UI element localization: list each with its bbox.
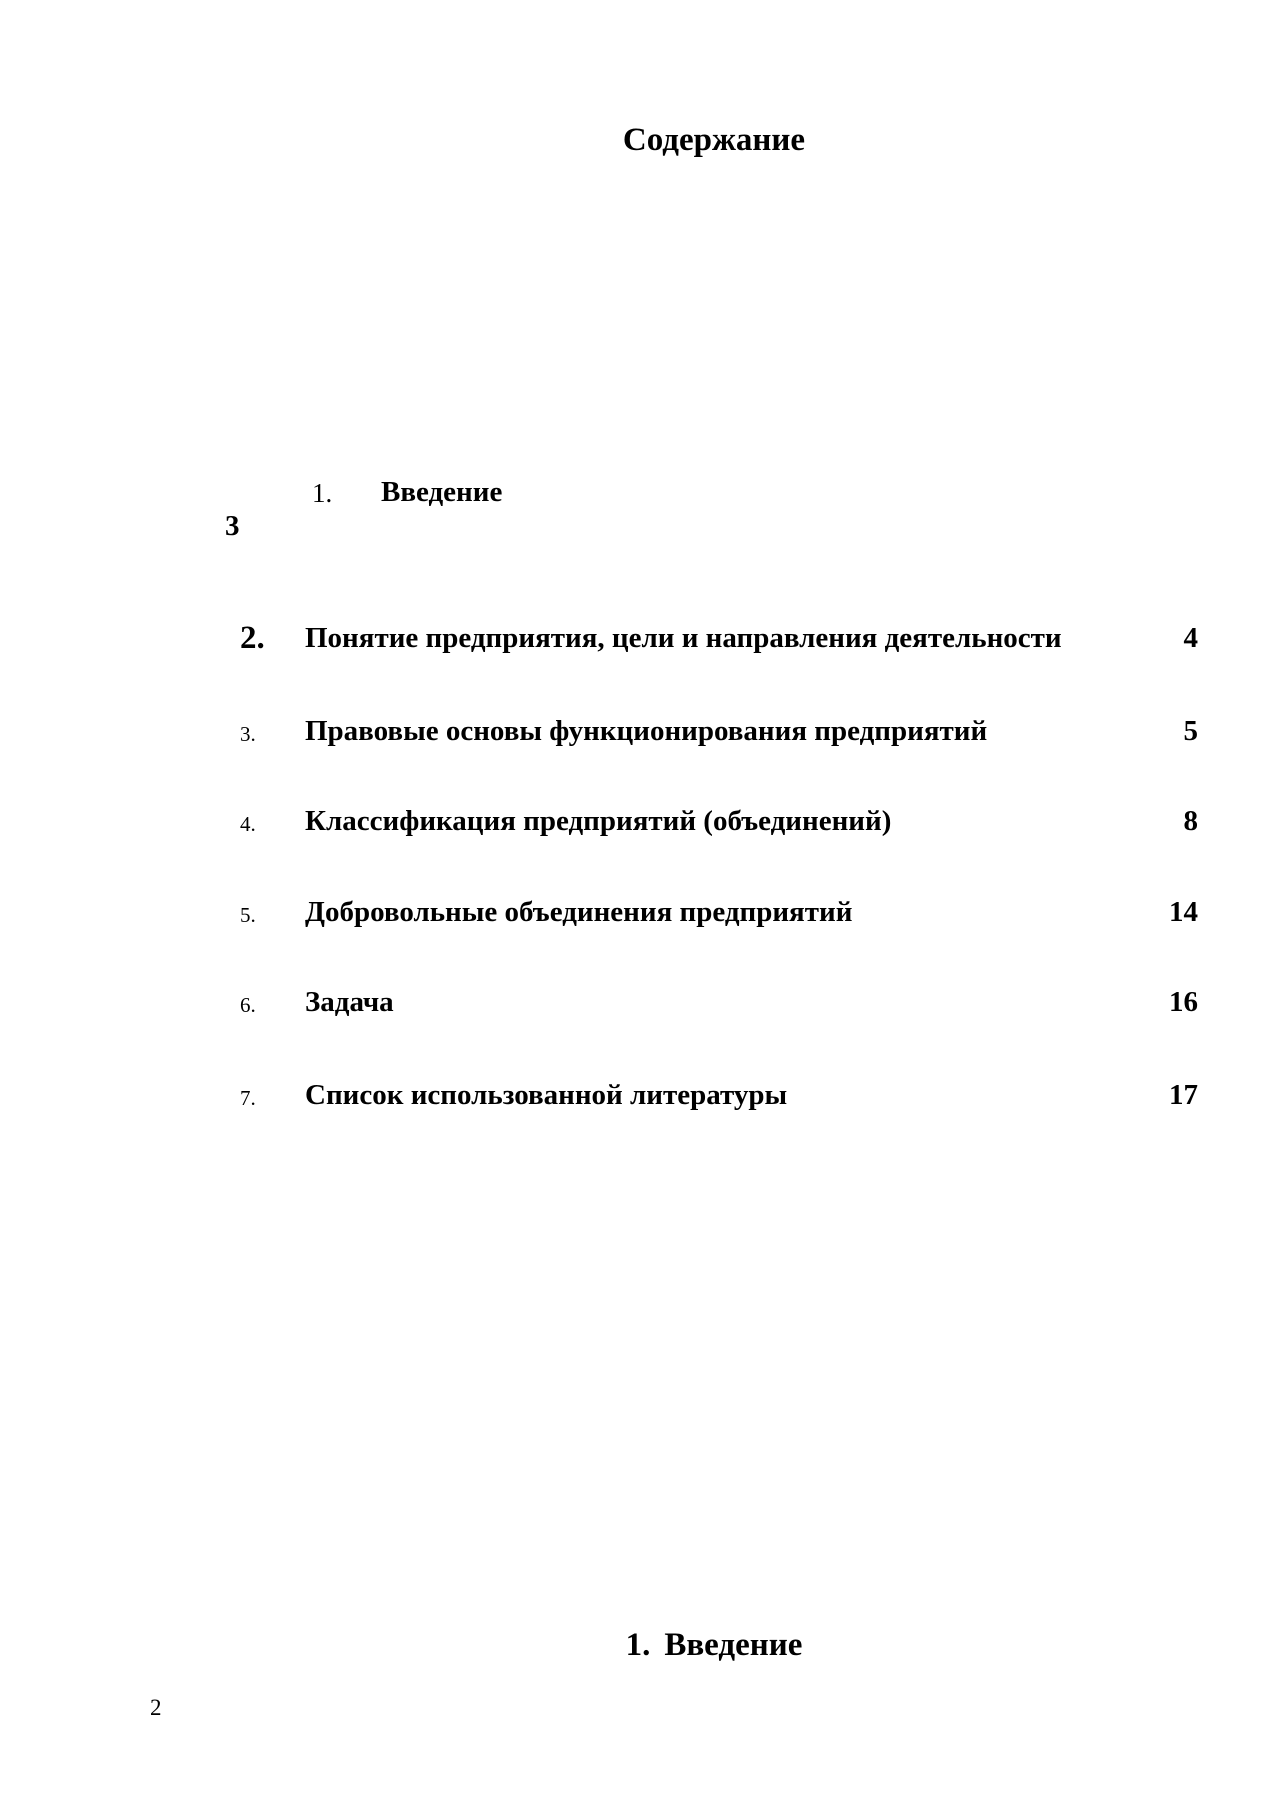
toc-entry-page: 17 bbox=[1169, 1079, 1198, 1111]
toc-entry-legal-basis bbox=[240, 713, 1198, 753]
toc-entry-label: Классификация предприятий (объединений) bbox=[305, 805, 892, 837]
toc-entry-label: Правовые основы функционирования предприятий bbox=[305, 715, 988, 747]
toc-entry-number: 1. bbox=[312, 478, 333, 508]
section-heading-title: Введение bbox=[664, 1627, 803, 1663]
toc-entry-page: 5 bbox=[1183, 715, 1198, 747]
toc-entry-page: 8 bbox=[1183, 805, 1198, 837]
toc-entry-page: 16 bbox=[1169, 986, 1198, 1018]
toc-entry-number: 2. bbox=[240, 620, 265, 656]
toc-entry-label: Добровольные объединения предприятий bbox=[305, 896, 853, 928]
toc-entry-label: Список использованной литературы bbox=[305, 1079, 788, 1111]
section-heading-number: 1. bbox=[625, 1627, 651, 1663]
toc-entry-page: 14 bbox=[1169, 896, 1198, 928]
toc-entry-task bbox=[240, 984, 1198, 1024]
toc-entry-bibliography bbox=[240, 1077, 1198, 1117]
toc-entry-enterprise-concept bbox=[240, 620, 1198, 660]
toc-entry-voluntary-associations bbox=[240, 894, 1198, 934]
toc-entry-label: Введение bbox=[381, 476, 503, 508]
page-number: 2 bbox=[150, 1695, 162, 1720]
toc-entry-page: 4 bbox=[1183, 622, 1198, 654]
section-heading-intro bbox=[0, 1625, 1280, 1665]
toc-entry-label: Задача bbox=[305, 986, 394, 1018]
toc-entry-classification bbox=[240, 803, 1198, 843]
toc-entry-page: 3 bbox=[225, 510, 240, 542]
toc-entry-number: 3. bbox=[240, 722, 256, 746]
toc-entry-number: 6. bbox=[240, 993, 256, 1017]
toc-entry-number: 7. bbox=[240, 1086, 256, 1110]
toc-title: Содержание bbox=[622, 122, 806, 158]
toc-entry-number: 4. bbox=[240, 812, 256, 836]
toc-entry-label: Понятие предприятия, цели и направления деятельности bbox=[305, 622, 1062, 654]
toc-entry-number: 5. bbox=[240, 903, 256, 927]
